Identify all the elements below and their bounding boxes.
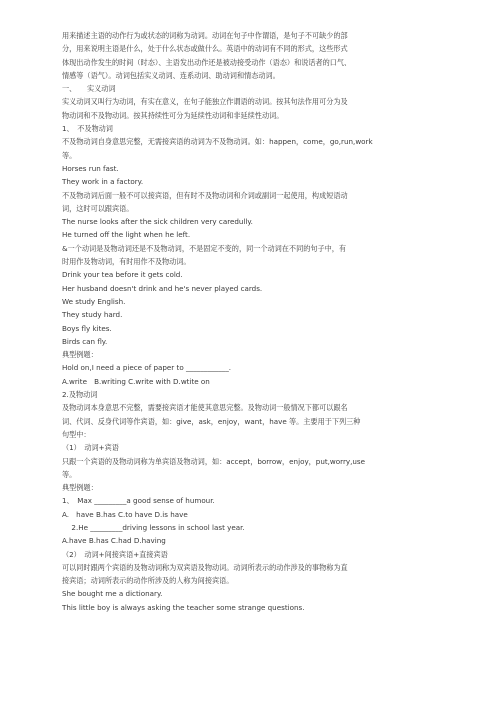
text-line: 1、 不及物动词 [62,124,113,134]
text-line: 情感等（语气）。动词包括实义动词、连系动词、助动词和情态动词。 [62,70,280,80]
text-line: 一、 实义动词 [62,84,116,94]
text-line: 时用作及物动词，有时用作不及物动词。 [62,257,191,267]
text-line: 2.及物动词 [62,390,98,400]
text-line: 1、 Max _________a good sense of humour. [62,496,215,506]
text-line: 及物动词本身意思不完整，需要接宾语才能使其意思完整。及物动词一般情况下都可以跟名 [62,403,348,413]
text-line: 体现出动作发生的时间（时态）、主语发出动作还是被动接受动作（语态）和说话者的口气、 [62,57,352,67]
text-line: The nurse looks after the sick children very caredully. [62,217,253,227]
text-line: （2） 动词+间接宾语+直接宾语 [62,549,168,559]
text-line: A.have B.has C.had D.having [62,536,166,546]
text-line: He turned off the light when he left. [62,230,191,240]
text-line: They work in a factory. [62,177,144,187]
text-line: 等。 [62,150,77,160]
text-line: （1） 动词+宾语 [62,443,119,453]
text-line: 可以同时跟两个宾语的及物动词称为双宾语及物动词。动词所表示的动作涉及的事物称为直 [62,562,348,572]
text-line: 用来描述主语的动作行为或状态的词称为动词。动词在句子中作谓语，是句子不可缺少的部 [62,31,348,40]
text-line: &一个动词是及物动词还是不及物动词，不是固定不变的，同一个动词在不同的句子中，有 [62,243,347,253]
document-page [62,29,434,614]
text-line: 典型例题： [62,350,98,360]
text-line: 接宾语；动词所表示的动作所涉及的人称为间接宾语。 [62,576,234,586]
text-line: They study hard. [62,310,123,320]
text-line: 分，用来说明主语是什么，处于什么状态或做什么。英语中的动词有不同的形式，这些形式 [62,44,348,54]
text-line: Her husband doesn't drink and he's never played cards. [62,283,263,293]
text-line: 物动词和不及物动词。按其持续性可分为延续性动词和非延续性动词。 [62,110,284,120]
text-line: 词，这时可以跟宾语。 [62,203,134,213]
text-line: Drink your tea before it gets cold. [62,270,183,280]
text-line: 典型例题： [62,483,98,493]
text-line: She bought me a dictionary. [62,589,163,599]
text-line: 只跟一个宾语的及物动词称为单宾语及物动词，如：accept，borrow，enjoy，put,worry,use [62,456,366,466]
text-line: 不及物动词后面一般不可以接宾语，但有时不及物动词和介词或副词一起使用，构成短语动 [62,190,348,200]
text-line: 句型中： [62,429,91,439]
text-line: 2.He _________driving lessons in school last year. [62,522,245,532]
text-line: We study English. [62,296,126,306]
text-line: 等。 [62,469,77,479]
text-line: A. have B.has C.to have D.is have [62,509,188,519]
text-line: 不及物动词自身意思完整，无需接宾语的动词为不及物动词。如：happen，come，go,run,work [62,137,373,147]
text-line: A.write B.writing C.write with D.wtite on [62,376,210,386]
text-line: Boys fly kites. [62,323,112,333]
text-line: Horses run fast. [62,163,119,173]
text-line: Hold on,I need a piece of paper to ____________. [62,363,232,373]
text-line: 实义动词又叫行为动词，有实在意义，在句子能独立作谓语的动词。按其句法作用可分为及 [62,97,348,107]
text-line: This little boy is always asking the teacher some strange questions. [62,602,305,612]
text-line: 词、代词、反身代词等作宾语，如：give，ask，enjoy，want，have 等。主要用于下列三种 [62,416,361,426]
text-line: Birds can fly. [62,336,108,346]
